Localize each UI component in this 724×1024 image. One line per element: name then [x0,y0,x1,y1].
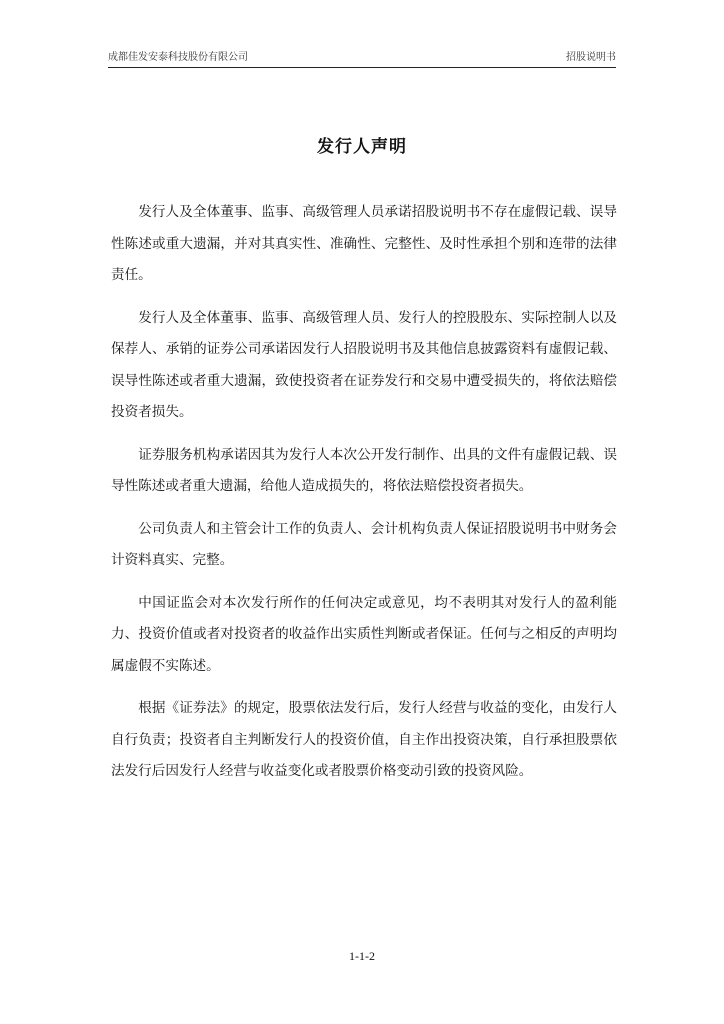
paragraph: 中国证监会对本次发行所作的任何决定或意见，均不表明其对发行人的盈利能力、投资价值或者对投资者的收益作出实质性判断或者保证。任何与之相反的声明均属虚假不实陈述。 [111,594,617,674]
statement-body [111,197,617,799]
paragraph: 发行人及全体董事、监事、高级管理人员承诺招股说明书不存在虚假记载、误导性陈述或重大遗漏，并对其真实性、准确性、完整性、及时性承担个别和连带的法律责任。 [111,204,617,283]
paragraph: 发行人及全体董事、监事、高级管理人员、发行人的控股股东、实际控制人以及保荐人、承销的证券公司承诺因发行人招股说明书及其他信息披露资料有虚假记载、误导性陈述或者重大遗漏，致使投资者在证券发行和交易中遭受损失的，将依法赔偿投资者损失。 [111,309,617,420]
header-document-type: 招股说明书 [566,52,616,63]
paragraph: 根据《证券法》的规定，股票依法发行后，发行人经营与收益的变化，由发行人自行负责；投资者自主判断发行人的投资价值，自主作出投资决策，自行承担股票依法发行后因发行人经营与收益变化或者股票价格变动引致的投资风险。 [111,700,617,779]
header-company-name: 成都佳发安泰科技股份有限公司 [108,52,248,63]
page-title: 发行人声明 [317,137,407,157]
paragraph: 证券服务机构承诺因其为发行人本次公开发行制作、出具的文件有虚假记载、误导性陈述或者重大遗漏，给他人造成损失的，将依法赔偿投资者损失。 [111,446,617,494]
paragraph: 公司负责人和主管会计工作的负责人、会计机构负责人保证招股说明书中财务会计资料真实、完整。 [111,520,617,568]
page-header [108,51,616,68]
page-number: 1-1-2 [349,949,375,963]
